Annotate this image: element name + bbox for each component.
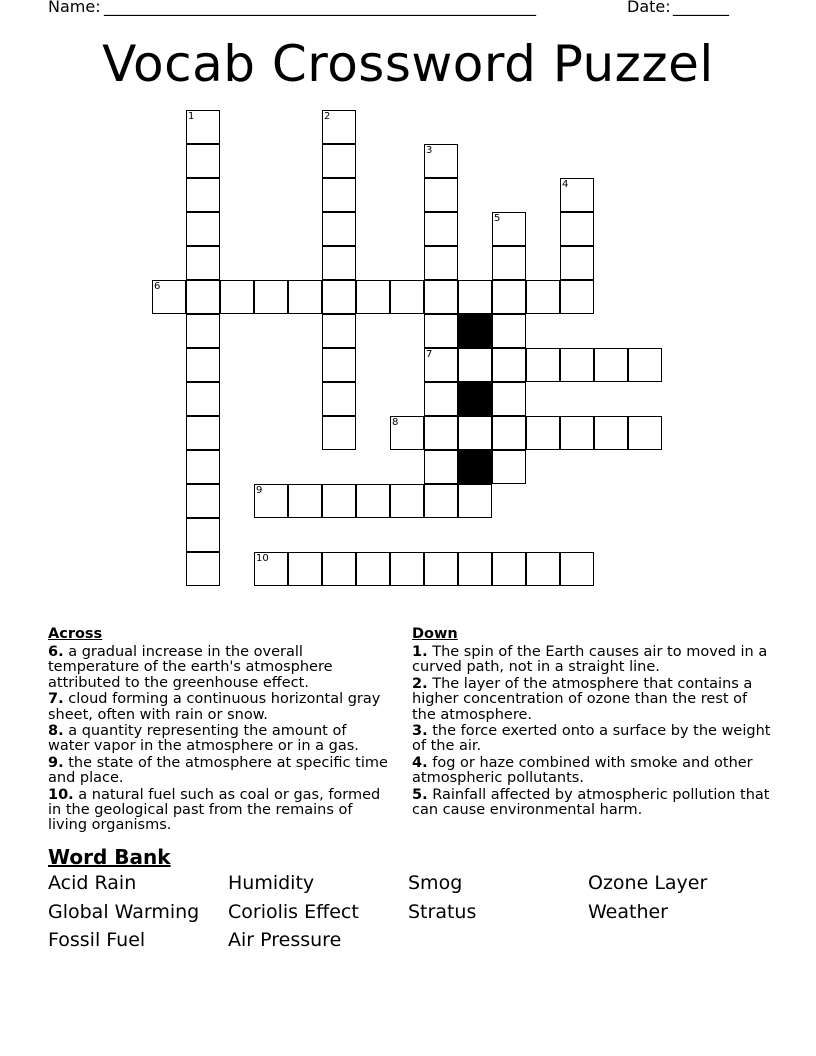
grid-cell[interactable] xyxy=(186,144,220,178)
grid-cell[interactable] xyxy=(594,348,628,382)
across-clues xyxy=(48,627,388,835)
grid-cell[interactable] xyxy=(152,280,186,314)
word-bank-word: Smog xyxy=(408,872,463,894)
grid-cell[interactable] xyxy=(322,110,356,144)
across-clue xyxy=(48,692,388,722)
grid-cell[interactable] xyxy=(560,552,594,586)
across-heading: Across xyxy=(48,626,103,642)
grid-cell[interactable] xyxy=(458,484,492,518)
grid-cell[interactable] xyxy=(220,280,254,314)
grid-cell[interactable] xyxy=(526,280,560,314)
word-bank-word: Air Pressure xyxy=(228,929,342,951)
grid-cell[interactable] xyxy=(424,484,458,518)
across-clue xyxy=(48,756,388,786)
clue-number: 10 xyxy=(256,553,269,564)
grid-cell[interactable] xyxy=(424,280,458,314)
clue-text: The spin of the Earth causes air to moved in a curved path, not in a straight line. xyxy=(412,644,768,676)
clue-number: 9 xyxy=(256,485,263,496)
word-bank-word: Coriolis Effect xyxy=(228,900,359,923)
grid-cell[interactable] xyxy=(186,552,220,586)
grid-cell[interactable] xyxy=(458,416,492,450)
grid-cell[interactable] xyxy=(526,416,560,450)
grid-cell[interactable] xyxy=(186,484,220,518)
grid-cell[interactable] xyxy=(424,212,458,246)
clue-text: cloud forming a continuous horizontal gray sheet, often with rain or snow. xyxy=(48,691,381,723)
word-bank-word: Fossil Fuel xyxy=(48,929,146,951)
word-bank-word: Humidity xyxy=(228,872,315,894)
grid-cell[interactable] xyxy=(424,382,458,416)
clue-number: 5 xyxy=(494,213,501,224)
clue-num: 3. xyxy=(412,723,428,740)
clue-num: 8. xyxy=(48,723,64,740)
grid-cell[interactable] xyxy=(186,416,220,450)
grid-cell[interactable] xyxy=(492,450,526,484)
clue-number: 4 xyxy=(562,179,569,190)
black-cell xyxy=(458,382,492,416)
across-clue xyxy=(48,724,388,754)
grid-cell[interactable] xyxy=(424,348,458,382)
grid-cell[interactable] xyxy=(492,416,526,450)
grid-cell[interactable] xyxy=(628,416,662,450)
grid-cell[interactable] xyxy=(424,314,458,348)
clue-number: 1 xyxy=(188,111,195,122)
grid-cell[interactable] xyxy=(322,280,356,314)
down-clue xyxy=(412,724,772,754)
grid-cell[interactable] xyxy=(322,144,356,178)
clue-text: the force exerted onto a surface by the weight of the air. xyxy=(412,723,771,755)
name-field[interactable]: ______________________________________________________ xyxy=(104,0,536,16)
grid-cell[interactable] xyxy=(424,144,458,178)
black-cell xyxy=(458,314,492,348)
grid-cell[interactable] xyxy=(186,246,220,280)
down-clues xyxy=(412,627,772,820)
grid-cell[interactable] xyxy=(560,348,594,382)
clue-num: 1. xyxy=(412,644,428,661)
grid-cell[interactable] xyxy=(424,416,458,450)
grid-cell[interactable] xyxy=(492,314,526,348)
grid-cell[interactable] xyxy=(186,450,220,484)
grid-cell[interactable] xyxy=(560,280,594,314)
down-clue xyxy=(412,788,772,818)
grid-cell[interactable] xyxy=(186,212,220,246)
clue-num: 4. xyxy=(412,755,428,772)
date-label: Date: xyxy=(627,0,671,16)
grid-cell[interactable] xyxy=(458,552,492,586)
down-clue xyxy=(412,756,772,786)
clue-text: a gradual increase in the overall temperature of the earth's atmosphere attributed to the greenhouse effect. xyxy=(48,644,333,691)
grid-cell[interactable] xyxy=(492,348,526,382)
grid-cell[interactable] xyxy=(254,484,288,518)
page-title: Vocab Crossword Puzzel xyxy=(102,35,714,93)
grid-cell[interactable] xyxy=(390,484,424,518)
word-bank-word: Acid Rain xyxy=(48,872,137,894)
grid-cell[interactable] xyxy=(390,552,424,586)
grid-cell[interactable] xyxy=(322,212,356,246)
clue-num: 7. xyxy=(48,691,64,708)
grid-cell[interactable] xyxy=(356,280,390,314)
grid-cell[interactable] xyxy=(186,280,220,314)
name-label: Name: xyxy=(48,0,101,16)
clue-text: a natural fuel such as coal or gas, formed in the geological past from the remains of living organisms. xyxy=(48,787,381,834)
grid-cell[interactable] xyxy=(322,314,356,348)
clue-number: 8 xyxy=(392,417,399,428)
grid-cell[interactable] xyxy=(356,484,390,518)
word-bank-word: Ozone Layer xyxy=(588,872,708,894)
clue-num: 5. xyxy=(412,787,428,804)
word-bank-word: Global Warming xyxy=(48,900,200,923)
grid-cell[interactable] xyxy=(322,382,356,416)
date-field[interactable]: _______ xyxy=(673,0,729,16)
across-clue xyxy=(48,788,388,834)
word-bank-word: Stratus xyxy=(408,900,477,923)
grid-cell[interactable] xyxy=(288,484,322,518)
grid-cell[interactable] xyxy=(424,178,458,212)
grid-cell[interactable] xyxy=(322,178,356,212)
grid-cell[interactable] xyxy=(356,552,390,586)
grid-cell[interactable] xyxy=(458,280,492,314)
grid-cell[interactable] xyxy=(322,416,356,450)
grid-cell[interactable] xyxy=(322,246,356,280)
grid-cell[interactable] xyxy=(424,552,458,586)
grid-cell[interactable] xyxy=(628,348,662,382)
grid-cell[interactable] xyxy=(594,416,628,450)
grid-cell[interactable] xyxy=(492,246,526,280)
word-bank-title: Word Bank xyxy=(48,845,171,869)
grid-cell[interactable] xyxy=(492,212,526,246)
grid-cell[interactable] xyxy=(186,382,220,416)
grid-cell[interactable] xyxy=(526,348,560,382)
across-clue xyxy=(48,645,388,691)
down-heading: Down xyxy=(412,626,458,642)
grid-cell[interactable] xyxy=(390,416,424,450)
grid-cell[interactable] xyxy=(492,280,526,314)
grid-cell[interactable] xyxy=(390,280,424,314)
across-clue-list xyxy=(48,645,388,833)
grid-cell[interactable] xyxy=(458,348,492,382)
clue-num: 6. xyxy=(48,644,64,661)
grid-cell[interactable] xyxy=(424,450,458,484)
grid-cell[interactable] xyxy=(560,212,594,246)
clue-num: 10. xyxy=(48,787,74,804)
clue-text: Rainfall affected by atmospheric pollution that can cause environmental harm. xyxy=(412,787,770,819)
down-clue xyxy=(412,645,772,675)
grid-cell[interactable] xyxy=(560,246,594,280)
grid-cell[interactable] xyxy=(322,484,356,518)
clue-number: 3 xyxy=(426,145,433,156)
down-clue xyxy=(412,677,772,723)
clue-text: the state of the atmosphere at specific time and place. xyxy=(48,755,388,787)
word-bank-word: Weather xyxy=(588,900,668,923)
grid-cell[interactable] xyxy=(186,348,220,382)
grid-cell[interactable] xyxy=(288,552,322,586)
grid-cell[interactable] xyxy=(560,178,594,212)
grid-cell[interactable] xyxy=(492,552,526,586)
grid-cell[interactable] xyxy=(254,280,288,314)
clue-text: fog or haze combined with smoke and other atmospheric pollutants. xyxy=(412,755,753,787)
grid-cell[interactable] xyxy=(186,178,220,212)
grid-cell[interactable] xyxy=(254,552,288,586)
clue-number: 6 xyxy=(154,281,161,292)
clue-number: 2 xyxy=(324,111,331,122)
grid-cell[interactable] xyxy=(492,382,526,416)
grid-cell[interactable] xyxy=(288,280,322,314)
grid-cell[interactable] xyxy=(186,518,220,552)
grid-cell[interactable] xyxy=(424,246,458,280)
grid-cell[interactable] xyxy=(526,552,560,586)
grid-cell[interactable] xyxy=(322,348,356,382)
grid-cell[interactable] xyxy=(186,314,220,348)
black-cell xyxy=(458,450,492,484)
grid-cell[interactable] xyxy=(560,416,594,450)
clue-text: a quantity representing the amount of water vapor in the atmosphere or in a gas. xyxy=(48,723,359,755)
clue-num: 9. xyxy=(48,755,64,772)
down-clue-list xyxy=(412,645,772,818)
clue-text: The layer of the atmosphere that contains a higher concentration of ozone than the rest of the atmosphere. xyxy=(412,676,753,723)
grid-cell[interactable] xyxy=(186,110,220,144)
clue-number: 7 xyxy=(426,349,433,360)
clue-num: 2. xyxy=(412,676,428,693)
grid-cell[interactable] xyxy=(322,552,356,586)
